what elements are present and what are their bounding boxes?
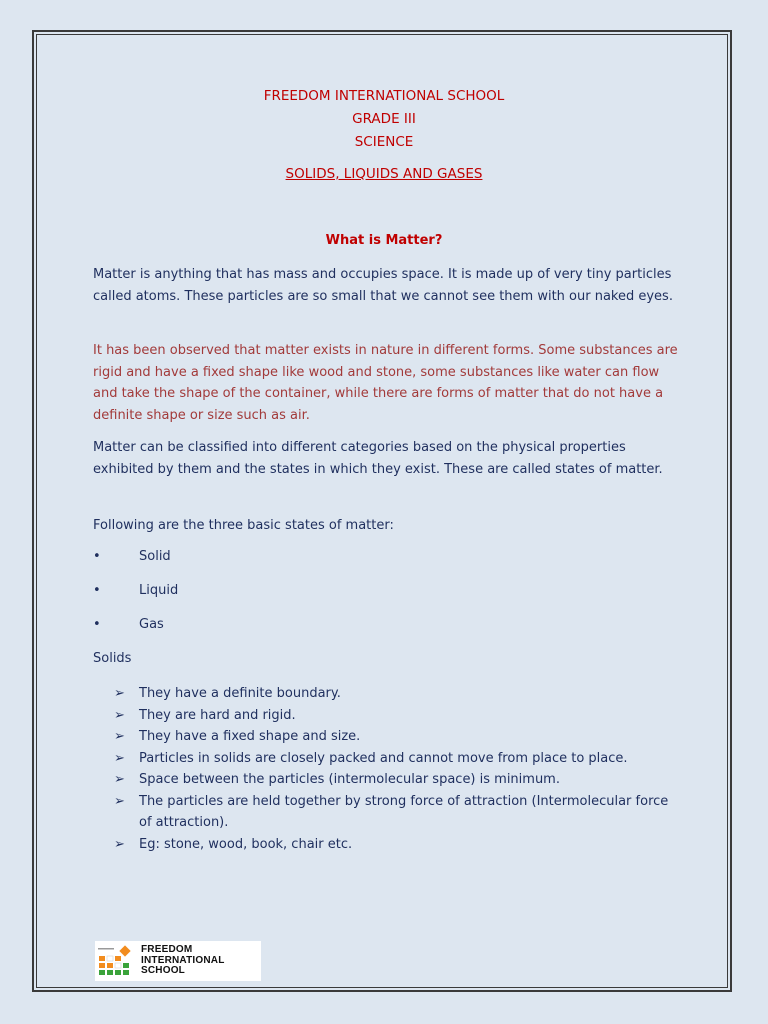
list-item: ➢ Eg: stone, wood, book, chair etc. — [114, 834, 684, 856]
list-item — [93, 583, 178, 598]
solids-points-list — [114, 683, 684, 855]
grade-label: GRADE III — [352, 111, 416, 127]
list-item: ➢ The particles are held together by strong force of attraction (Intermolecular force of attraction). — [114, 791, 684, 834]
state-label: Solid — [139, 549, 171, 564]
list-item — [93, 549, 171, 564]
arrow-bullet-icon: ➢ — [114, 729, 125, 744]
state-label: Gas — [139, 617, 164, 632]
arrow-bullet-icon: ➢ — [114, 686, 125, 701]
paragraph-definition: Matter is anything that has mass and occupies space. It is made up of very tiny particles called atoms. These particles are so small that we cannot see them with our naked eyes. — [93, 267, 673, 304]
logo-wordmark: FREEDOM INTERNATIONAL SCHOOL — [141, 944, 225, 977]
arrow-bullet-icon: ➢ — [114, 750, 125, 766]
list-item: ➢ They have a definite boundary. — [114, 683, 684, 705]
list-item: ➢ Space between the particles (intermolecular space) is minimum. — [114, 769, 684, 791]
paragraph-classification: Matter can be classified into different categories based on the physical properties exhibited by them and the states in which they exist. These are called states of matter. — [93, 440, 663, 477]
list-item: ➢ Particles in solids are closely packed and cannot move from place to place. — [114, 748, 684, 770]
arrow-bullet-icon: ➢ — [114, 707, 125, 723]
arrow-bullet-icon: ➢ — [114, 836, 125, 852]
school-logo — [95, 941, 261, 981]
subject-label: SCIENCE — [354, 134, 414, 150]
list-item: ➢ They are hard and rigid. — [114, 705, 684, 727]
paragraph-states-intro: Following are the three basic states of matter: — [93, 518, 394, 533]
bullet-icon: • — [93, 583, 101, 598]
section-question: What is Matter? — [325, 233, 443, 248]
arrow-bullet-icon: ➢ — [114, 793, 125, 809]
list-item — [93, 617, 164, 632]
school-name: FREEDOM INTERNATIONAL SCHOOL — [263, 88, 505, 104]
bullet-icon: • — [93, 617, 101, 632]
bullet-icon: • — [93, 549, 101, 564]
solids-heading: Solids — [93, 651, 132, 666]
logo-mark-icon — [97, 945, 135, 977]
arrow-bullet-icon: ➢ — [114, 772, 125, 787]
list-item: ➢ They have a fixed shape and size. — [114, 726, 684, 748]
paragraph-forms: It has been observed that matter exists in nature in different forms. Some substances are rigid and have a fixed shape like wood and stone, some substances like water can flow and take the shape of the container, while there are forms of matter that do not have a definite shape or size such as air. — [93, 343, 678, 423]
state-label: Liquid — [139, 583, 179, 598]
topic-title: SOLIDS, LIQUIDS AND GASES — [285, 166, 483, 182]
